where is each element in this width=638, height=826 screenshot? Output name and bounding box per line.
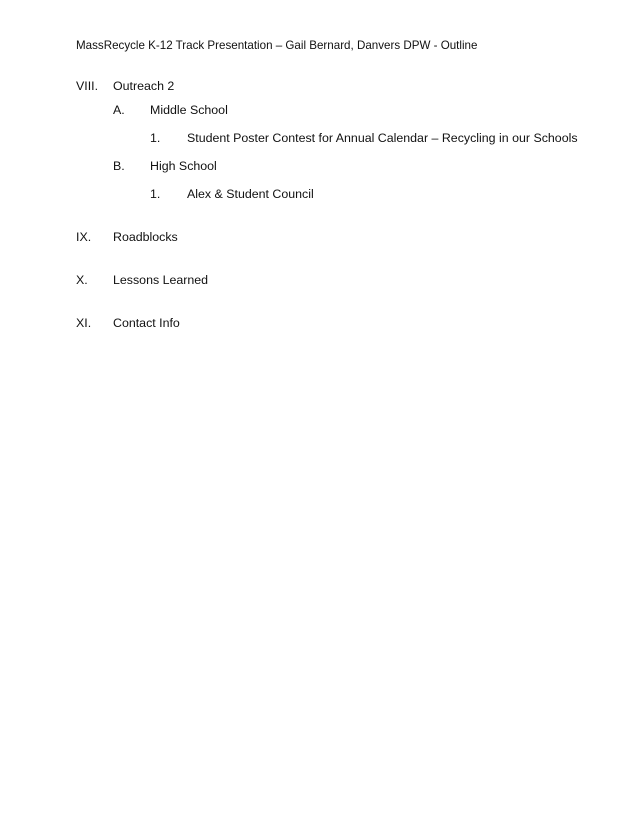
outline-number: VIII. <box>76 79 99 93</box>
outline-text: Contact Info <box>113 316 180 330</box>
outline-item-lessons-learned <box>76 271 596 289</box>
page-header: MassRecycle K-12 Track Presentation – Gail Bernard, Danvers DPW - Outline <box>76 39 478 52</box>
outline-text: Outreach 2 <box>113 79 175 93</box>
outline-item-roadblocks <box>76 228 596 246</box>
outline-letter: B. <box>113 159 125 173</box>
outline-item-contact-info <box>76 314 596 332</box>
outline-number: 1. <box>150 187 161 201</box>
outline-item-high-school <box>113 157 593 175</box>
outline-text: Lessons Learned <box>113 273 209 287</box>
outline-number: X. <box>76 273 88 287</box>
outline-number: IX. <box>76 230 92 244</box>
outline-item-outreach <box>76 77 596 95</box>
outline-number: XI. <box>76 316 92 330</box>
outline-text: Student Poster Contest for Annual Calendar – Recycling in our Schools <box>187 131 578 145</box>
outline-item-middle-school <box>113 101 593 119</box>
outline-number: 1. <box>150 131 161 145</box>
outline-text: Middle School <box>150 103 228 117</box>
outline-text: Roadblocks <box>113 230 178 244</box>
outline-text: Alex & Student Council <box>187 187 314 201</box>
outline-letter: A. <box>113 103 125 117</box>
outline-item-student-council <box>150 185 620 203</box>
outline-item-poster-contest <box>150 129 620 147</box>
outline-text: High School <box>150 159 217 173</box>
